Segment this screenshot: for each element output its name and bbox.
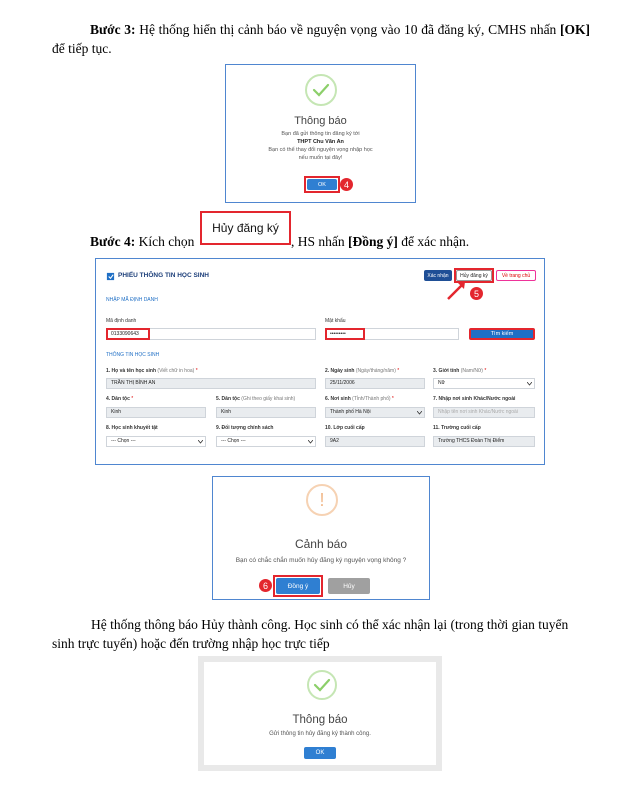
field8-label-text: 8. Học sinh khuyết tật xyxy=(106,425,158,431)
chevron-down-icon xyxy=(527,382,532,386)
field2-required: * xyxy=(397,368,400,374)
field8-select[interactable]: --- Chọn --- xyxy=(106,436,206,447)
field1-label-text: 1. Họ và tên học sinh xyxy=(106,368,157,374)
field3-select[interactable]: Nữ xyxy=(433,378,535,389)
search-button[interactable]: Tìm kiếm xyxy=(469,328,535,340)
field4-required: * xyxy=(131,396,134,402)
warning-glyph: ! xyxy=(319,489,325,510)
step4-label: Bước 4: xyxy=(90,234,136,249)
field10-input[interactable]: 9A2 xyxy=(325,436,425,447)
cancel-registration-button[interactable]: Hủy đăng ký xyxy=(456,270,492,281)
ok-button[interactable]: OK xyxy=(307,179,337,190)
field6-label-text: 6. Nơi sinh xyxy=(325,396,351,402)
section-id-heading: NHẬP MÃ ĐỊNH DANH xyxy=(106,297,158,303)
field4-input[interactable]: Kinh xyxy=(106,407,206,418)
field6-hint: (Tỉnh/Thành phố) xyxy=(350,396,391,402)
step4-paragraph-end xyxy=(291,234,469,250)
field2-input[interactable]: 25/11/2006 xyxy=(325,378,425,389)
form-title: PHIẾU THÔNG TIN HỌC SINH xyxy=(118,272,210,279)
field7-label xyxy=(433,396,515,402)
success-check-icon xyxy=(305,74,337,106)
field6-select[interactable]: Thành phố Hà Nội xyxy=(325,407,425,418)
field7-label-text: 7. Nhập nơi sinh Khác/Nước ngoài xyxy=(433,396,516,402)
field9-select[interactable]: --- Chọn --- xyxy=(216,436,316,447)
dialog1-school: THPT Chu Văn An xyxy=(297,139,344,145)
dialog1-title: Thông báo xyxy=(294,115,347,127)
form-icon xyxy=(106,272,115,281)
field6-required: * xyxy=(391,396,394,402)
field5-label-text: 5. Dân tộc xyxy=(216,396,240,402)
field1-input[interactable]: TRẦN THỊ BÌNH AN xyxy=(106,378,316,389)
confirm-button[interactable]: Xác nhận xyxy=(424,270,452,281)
step-badge-5: 5 xyxy=(470,287,483,300)
warning-message: Bạn có chắc chắn muốn hủy đăng ký nguyện vọng không ? xyxy=(235,557,407,564)
password-input[interactable]: ••••••••• xyxy=(325,328,459,340)
step4-text-b: , HS nhấn xyxy=(291,234,348,249)
warning-dialog xyxy=(212,476,430,600)
step3-text-a: Hệ thống hiển thị cảnh báo về nguyện vọng vào 10 đã đăng ký, CMHS nhấn xyxy=(135,22,560,37)
field11-label-text: 11. Trường cuối cấp xyxy=(433,425,481,431)
cancel-button[interactable]: Hủy xyxy=(328,578,370,594)
step3-ok-ref: [OK] xyxy=(560,22,590,37)
dialog3-title: Thông báo xyxy=(292,714,348,726)
field7-input[interactable]: Nhập tên nơi sinh Khác/Nước ngoài xyxy=(433,407,535,418)
cancel-registration-highlight xyxy=(200,211,291,245)
field11-label xyxy=(433,425,481,431)
password-label: Mật khẩu xyxy=(325,318,346,324)
dialog1-line2: Bạn có thể thay đổi nguyện vọng nhập học xyxy=(268,147,373,153)
field3-hint: (Nam/Nữ) xyxy=(459,368,483,374)
chevron-down-icon xyxy=(198,440,203,444)
result-line-1: Hệ thống thông báo Hủy thành công. Học sinh có thể xác nhận lại (trong thời gian tuyển xyxy=(91,617,569,632)
field5-hint: (Ghi theo giấy khai sinh) xyxy=(239,396,296,402)
step3-text-b: để tiếp tục. xyxy=(52,41,112,56)
field5-input[interactable]: Kinh xyxy=(216,407,316,418)
field10-label-text: 10. Lớp cuối cấp xyxy=(325,425,365,431)
id-label: Mã định danh xyxy=(106,318,137,324)
chevron-down-icon xyxy=(308,440,313,444)
ok-button[interactable]: OK xyxy=(304,747,336,759)
dialog3-message: Gửi thông tin hủy đăng ký thành công. xyxy=(269,731,371,737)
field3-label-text: 3. Giới tính xyxy=(433,368,460,374)
field6-label xyxy=(325,396,394,402)
step4-agree-ref: [Đồng ý] xyxy=(348,234,398,249)
dialog1-line1: Bạn đã gửi thông tin đăng ký tới xyxy=(281,131,360,137)
home-button[interactable]: Về trang chủ xyxy=(496,270,536,281)
notice-dialog-3 xyxy=(198,656,442,771)
notice-dialog-1 xyxy=(225,64,416,203)
cancel-registration-sample: Hủy đăng ký xyxy=(212,221,279,235)
section-info-heading: THÔNG TIN HỌC SINH xyxy=(106,352,160,358)
field2-label-text: 2. Ngày sinh xyxy=(325,368,355,374)
step3-label: Bước 3: xyxy=(90,22,136,37)
result-line-2: sinh trực tuyến) hoặc đến trường nhập học trực tiếp xyxy=(52,636,330,651)
field11-input[interactable]: Trường THCS Đoàn Thị Điểm xyxy=(433,436,535,447)
field9-label xyxy=(216,425,273,431)
step4-text-c: để xác nhận. xyxy=(397,234,470,249)
dialog1-line3: nếu muốn tại đây! xyxy=(298,155,343,161)
password-input-highlight xyxy=(325,328,365,340)
step4-text-a: Kích chọn xyxy=(135,234,195,249)
field2-label xyxy=(325,368,399,374)
step3-paragraph xyxy=(52,20,590,58)
field5-label xyxy=(216,396,295,402)
field1-hint: (Viết chữ in hoa) xyxy=(156,368,195,374)
field4-label-text: 4. Dân tộc xyxy=(106,396,130,402)
field1-required: * xyxy=(195,368,198,374)
step-badge-6: 6 xyxy=(259,579,272,592)
id-input[interactable]: 0133090643 xyxy=(106,328,316,340)
step-badge-4: 4 xyxy=(340,178,353,191)
field4-label xyxy=(106,396,133,402)
field1-label xyxy=(106,368,198,374)
step4-paragraph xyxy=(90,234,194,250)
warning-icon xyxy=(306,484,338,516)
field8-label xyxy=(106,425,158,431)
agree-button[interactable]: Đồng ý xyxy=(276,578,320,594)
id-input-highlight xyxy=(106,328,150,340)
warning-title: Cảnh báo xyxy=(294,537,348,551)
chevron-down-icon xyxy=(417,411,422,415)
field3-required: * xyxy=(484,368,487,374)
field9-label-text: 9. Đối tượng chính sách xyxy=(216,425,274,431)
success-check-icon xyxy=(307,670,337,700)
field3-label xyxy=(433,368,486,374)
field10-label xyxy=(325,425,365,431)
student-info-form xyxy=(95,258,545,465)
field2-hint: (Ngày/tháng/năm) xyxy=(354,368,396,374)
